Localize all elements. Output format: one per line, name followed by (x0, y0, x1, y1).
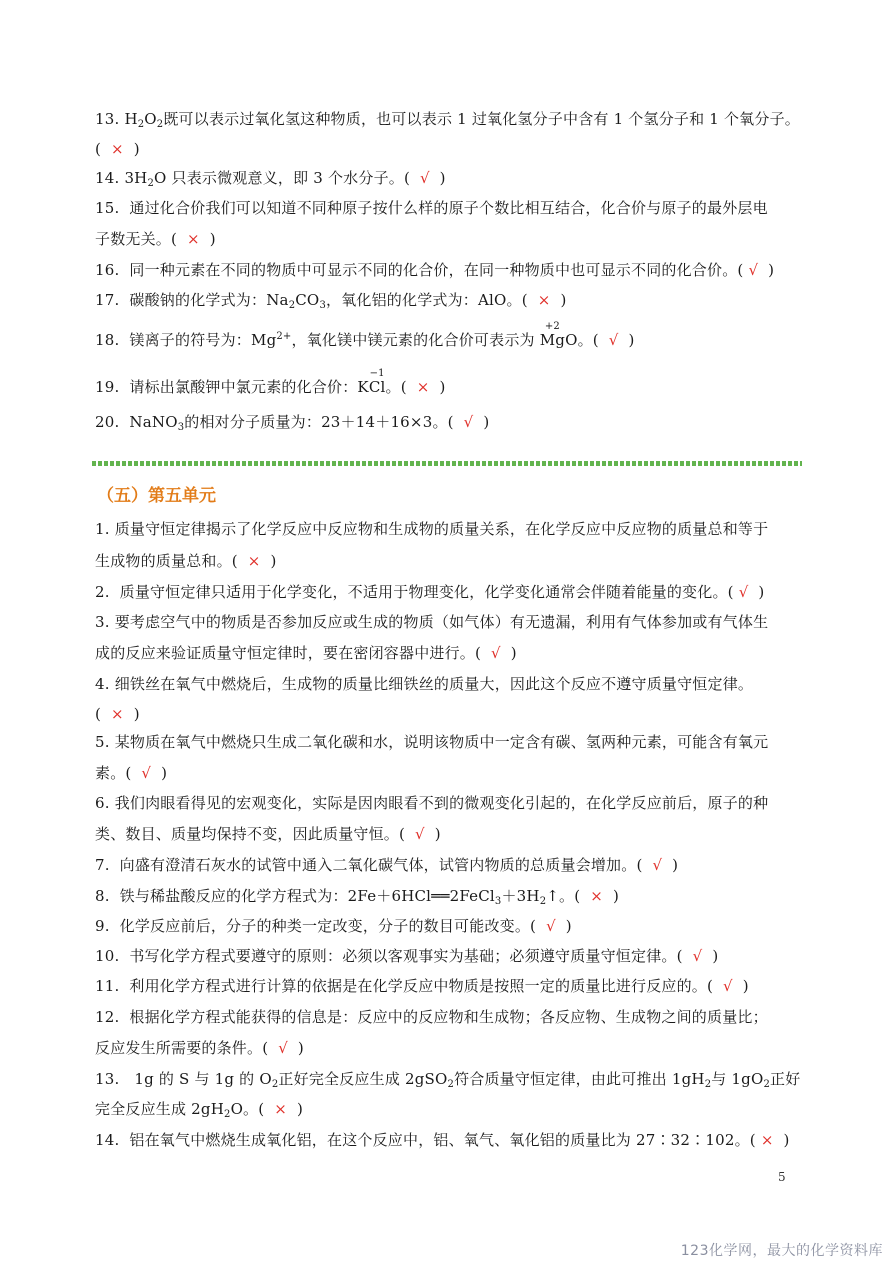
check-mark: √ (738, 583, 749, 601)
statement-5-5: 5. 某物质在氧气中燃烧只生成二氧化碳和水，说明该物质中一定含有碳、氢两种元素，可能含有氧元 (95, 733, 769, 751)
statement-4-13: 13. $H_2O_2$既可以表示过氧化氢这种物质，也可以表示 1 过氧化氢分子中含有 1 个氢分子和 1 个氧分子。 (95, 110, 800, 130)
check-mark: √ (723, 977, 733, 995)
statement-4-14: 14. $3H_2O$ 只表示微观意义，即 3 个水分子。( √ ) (95, 169, 446, 189)
statement-5-6: 6. 我们肉眼看得见的宏观变化，实际是因肉眼看不到的微观变化引起的，在化学反应前后，原子的种 (95, 794, 769, 812)
statement-5-7: 7. 向盛有澄清石灰水的试管中通入二氧化碳气体，试管内物质的总质量会增加。( √ ) (95, 856, 679, 874)
statement-5-13-cont: 完全反应生成 $2gH_2O$。( × ) (95, 1100, 304, 1120)
statement-5-8: 8. 铁与稀盐酸反应的化学方程式为：$2Fe+6HCl══2FeCl_3+3H_2↑$。( × ) (95, 887, 620, 907)
cross-mark: × (187, 230, 200, 248)
check-mark: √ (546, 917, 556, 935)
check-mark: √ (652, 856, 663, 874)
check-mark: √ (608, 331, 619, 349)
footer-watermark: 123化学网，最大的化学资料库 (680, 1243, 883, 1259)
cross-mark: × (537, 291, 551, 309)
statement-5-12-cont: 反应发生所需要的条件。( √ ) (95, 1039, 304, 1057)
cross-mark: × (590, 887, 604, 905)
cross-mark: × (416, 378, 430, 396)
cross-mark: × (274, 1100, 288, 1118)
statement-5-4-cont: ( × ) (95, 705, 140, 723)
statement-5-5-cont: 素。( √ ) (95, 764, 168, 782)
statement-5-1: 1. 质量守恒定律揭示了化学反应中反应物和生成物的质量关系，在化学反应中反应物的质量总和等于 (95, 520, 769, 538)
section-title: （五）第五单元 (97, 486, 216, 506)
statement-4-16: 16. 同一种元素在不同的物质中可显示不同的化合价，在同一种物质中也可显示不同的化合价。( √ ) (95, 261, 775, 279)
statement-5-2: 2. 质量守恒定律只适用于化学变化，不适用于物理变化，化学变化通常会伴随着能量的变化。( √ ) (95, 583, 765, 601)
statement-4-19: 19. 请标出氯酸钾中氯元素的化合价：K −1 Cl。( × ) (95, 368, 446, 396)
statement-5-14: 14. 铝在氧气中燃烧生成氧化铝，在这个反应中，铝、氧气、氧化铝的质量比为 27∶32∶102。( × ) (95, 1131, 790, 1149)
statement-5-9: 9. 化学反应前后，分子的种类一定改变，分子的数目可能改变。( √ ) (95, 917, 572, 935)
statement-5-3-cont: 成的反应来验证质量守恒定律时，要在密闭容器中进行。( √ ) (95, 644, 517, 662)
cross-mark: × (111, 140, 124, 158)
statement-4-15-cont: 子数无关。( × ) (95, 230, 216, 248)
check-mark: √ (141, 764, 152, 782)
statement-5-10: 10. 书写化学方程式要遵守的原则：必须以客观事实为基础；必须遵守质量守恒定律。( √ ) (95, 947, 719, 965)
statement-5-12: 12. 根据化学方程式能获得的信息是：反应中的反应物和生成物；各反应物、生成物之间的质量比； (95, 1008, 768, 1026)
statement-5-6-cont: 类、数目、质量均保持不变，因此质量守恒。( √ ) (95, 825, 441, 843)
check-mark: √ (415, 825, 425, 843)
statement-5-4: 4. 细铁丝在氧气中燃烧后，生成物的质量比细铁丝的质量大，因此这个反应不遵守质量守恒定律。 (95, 675, 754, 693)
valence-notation: +2 Mg (539, 321, 566, 349)
statement-5-13: 13. 1g 的 S 与 1g 的 $O_2$正好完全反应生成 2gSO$_2$符合质量守恒定律，由此可推出 $1gH_2$与 $1gO_2$正好 (95, 1070, 801, 1090)
statement-4-20: 20. NaNO$_3$的相对分子质量为：23＋14＋16×3。( √ ) (95, 413, 490, 433)
valence-notation: −1 Cl (368, 368, 386, 396)
check-mark: √ (748, 261, 759, 279)
cross-mark: × (111, 705, 124, 723)
statement-5-11: 11. 利用化学方程式进行计算的依据是在化学反应中物质是按照一定的质量比进行反应的。( √ ) (95, 977, 749, 995)
statement-5-1-cont: 生成物的质量总和。( × ) (95, 552, 277, 570)
section-divider (92, 461, 802, 466)
page-number: 5 (778, 1170, 786, 1184)
check-mark: √ (463, 413, 474, 431)
check-mark: √ (692, 947, 703, 965)
statement-4-17: 17. 碳酸钠的化学式为：$Na_2CO_3$，氧化铝的化学式为：AlO。( × ) (95, 291, 567, 311)
cross-mark: × (760, 1131, 774, 1149)
check-mark: √ (491, 644, 501, 662)
cross-mark: × (247, 552, 261, 570)
answer-4-13: ( × ) (95, 140, 140, 158)
check-mark: √ (419, 169, 430, 187)
statement-5-3: 3. 要考虑空气中的物质是否参加反应或生成的物质（如气体）有无遗漏，利用有气体参加或有气体生 (95, 613, 769, 631)
check-mark: √ (278, 1039, 288, 1057)
statement-4-18: 18. 镁离子的符号为：$Mg^{2+}$，氧化镁中镁元素的化合价可表示为 +2 MgO。( √ ) (95, 321, 635, 349)
statement-4-15: 15. 通过化合价我们可以知道不同种原子按什么样的原子个数比相互结合，化合价与原子的最外层电 (95, 199, 768, 217)
